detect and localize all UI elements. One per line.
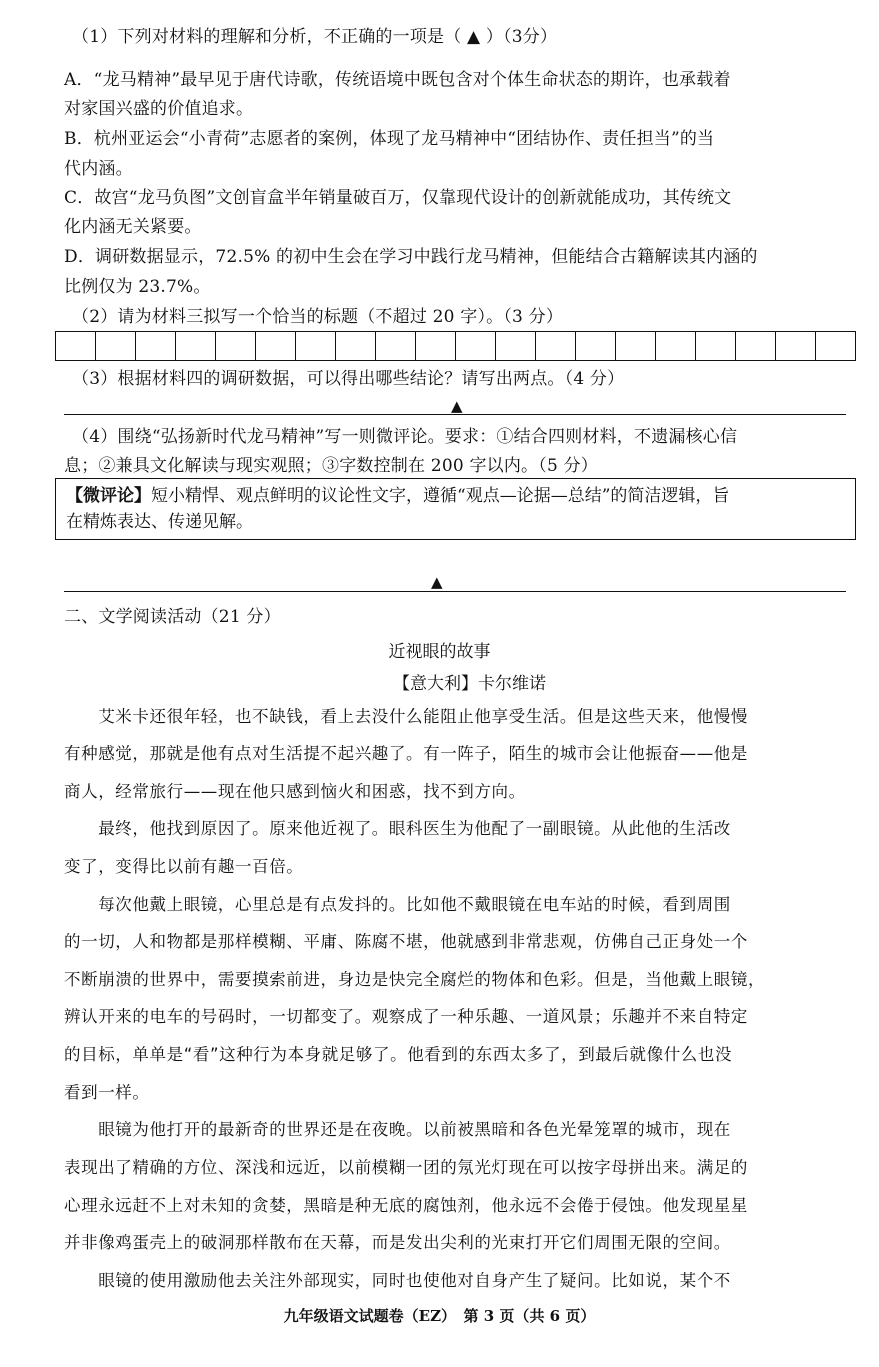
definition-label: 【微评论】 <box>66 486 151 506</box>
story-line: 变了，变得比以前有趣一百倍。 <box>64 857 304 876</box>
answer-cell[interactable] <box>616 332 656 360</box>
answer-cell[interactable] <box>96 332 136 360</box>
answer-cell[interactable] <box>256 332 296 360</box>
q1-option-b-line1: B．杭州亚运会“小青荷”志愿者的案例，体现了龙马精神中“团结协作、责任担当”的当 <box>64 129 715 149</box>
q4-stem-line1: （4）围绕“弘扬新时代龙马精神”写一则微评论。要求：①结合四则材料，不遗漏核心信 <box>72 427 738 447</box>
q1-option-c-line1: C．故宫“龙马负图”文创盲盒半年销量破百万，仅靠现代设计的创新就能成功，其传统文 <box>64 188 732 208</box>
answer-cell[interactable] <box>496 332 536 360</box>
answer-line-q3[interactable] <box>64 414 846 415</box>
q1-option-a-line2: 对家国兴盛的价值追求。 <box>64 99 254 119</box>
answer-cell[interactable] <box>136 332 176 360</box>
story-line: 看到一样。 <box>64 1083 150 1102</box>
story-author: 【意大利】卡尔维诺 <box>393 674 546 694</box>
story-line: 艾米卡还很年轻，也不缺钱，看上去没什么能阻止他享受生活。但是这些天来，他慢慢 <box>64 707 748 726</box>
story-line: 表现出了精确的方位、深浅和远近，以前模糊一团的氖光灯现在可以按字母拼出来。满足的 <box>64 1158 748 1177</box>
story-line: 最终，他找到原因了。原来他近视了。眼科医生为他配了一副眼镜。从此他的生活改 <box>64 819 731 838</box>
answer-cell[interactable] <box>336 332 376 360</box>
story-line: 眼镜的使用激励他去关注外部现实，同时也使他对自身产生了疑问。比如说，某个不 <box>64 1271 731 1290</box>
story-line: 的目标，单单是“看”这种行为本身就足够了。他看到的东西太多了，到最后就像什么也没 <box>64 1045 733 1064</box>
answer-cell[interactable] <box>456 332 496 360</box>
definition-text-line2: 在精炼表达、传递见解。 <box>66 512 253 532</box>
story-line: 辨认开来的电车的号码时，一切都变了。观察成了一种乐趣、一道风景；乐趣并不来自特定 <box>64 1007 748 1026</box>
q2-stem: （2）请为材料三拟写一个恰当的标题（不超过 20 字）。（3 分） <box>72 307 564 327</box>
answer-cell[interactable] <box>736 332 776 360</box>
answer-grid[interactable] <box>55 331 856 361</box>
q1-option-b-line2: 代内涵。 <box>64 159 133 179</box>
answer-cell[interactable] <box>416 332 456 360</box>
story-line: 并非像鸡蛋壳上的破洞那样散布在天幕，而是发出尖利的光束打开它们周围无限的空间。 <box>64 1233 731 1252</box>
q1-option-d-line2: 比例仅为 23.7%。 <box>64 277 211 297</box>
answer-cell[interactable] <box>696 332 736 360</box>
answer-cell[interactable] <box>576 332 616 360</box>
section-heading: 二、文学阅读活动（21 分） <box>64 607 281 627</box>
answer-marker-q3: ▲ <box>451 397 463 415</box>
answer-cell[interactable] <box>216 332 256 360</box>
answer-cell[interactable] <box>656 332 696 360</box>
micro-comment-definition-box <box>55 478 856 540</box>
q4-stem-line2: 息；②兼具文化解读与现实观照；③字数控制在 200 字以内。（5 分） <box>64 456 598 476</box>
story-line: 不断崩溃的世界中，需要摸索前进，身边是快完全腐烂的物体和色彩。但是，当他戴上眼镜， <box>64 970 766 989</box>
answer-cell[interactable] <box>816 332 855 360</box>
page-footer: 九年级语文试题卷（EZ） 第 3 页（共 6 页） <box>283 1307 596 1325</box>
answer-marker-q4: ▲ <box>431 573 443 591</box>
answer-cell[interactable] <box>376 332 416 360</box>
answer-cell[interactable] <box>176 332 216 360</box>
answer-cell[interactable] <box>296 332 336 360</box>
q3-stem: （3）根据材料四的调研数据，可以得出哪些结论？请写出两点。（4 分） <box>72 369 625 389</box>
answer-cell[interactable] <box>776 332 816 360</box>
story-title: 近视眼的故事 <box>388 642 491 662</box>
q1-option-a-line1: A．“龙马精神”最早见于唐代诗歌，传统语境中既包含对个体生命状态的期许，也承载着 <box>64 70 731 90</box>
q1-option-d-line1: D．调研数据显示，72.5% 的初中生会在学习中践行龙马精神，但能结合古籍解读其内涵的 <box>64 247 758 267</box>
story-line: 的一切，人和物都是那样模糊、平庸、陈腐不堪，他就感到非常悲观，仿佛自己正身处一个 <box>64 932 748 951</box>
story-line: 每次他戴上眼镜，心里总是有点发抖的。比如他不戴眼镜在电车站的时候，看到周围 <box>64 895 731 914</box>
story-line: 眼镜为他打开的最新奇的世界还是在夜晚。以前被黑暗和各色光晕笼罩的城市，现在 <box>64 1120 731 1139</box>
story-line: 商人，经常旅行——现在他只感到恼火和困惑，找不到方向。 <box>64 782 526 801</box>
answer-cell[interactable] <box>536 332 576 360</box>
q1-stem: （1）下列对材料的理解和分析，不正确的一项是（ ▲ ）（3分） <box>72 27 558 47</box>
story-line: 心理永远赶不上对未知的贪婪，黑暗是种无底的腐蚀剂，他永远不会倦于侵蚀。他发现星星 <box>64 1196 748 1215</box>
story-line: 有种感觉，那就是他有点对生活提不起兴趣了。有一阵子，陌生的城市会让他振奋——他是 <box>64 744 748 763</box>
answer-cell[interactable] <box>56 332 96 360</box>
q1-option-c-line2: 化内涵无关紧要。 <box>64 217 202 237</box>
answer-line-q4[interactable] <box>64 591 846 592</box>
definition-text-line1: 短小精悍、观点鲜明的议论性文字，遵循“观点—论据—总结”的简洁逻辑，旨 <box>151 486 730 506</box>
